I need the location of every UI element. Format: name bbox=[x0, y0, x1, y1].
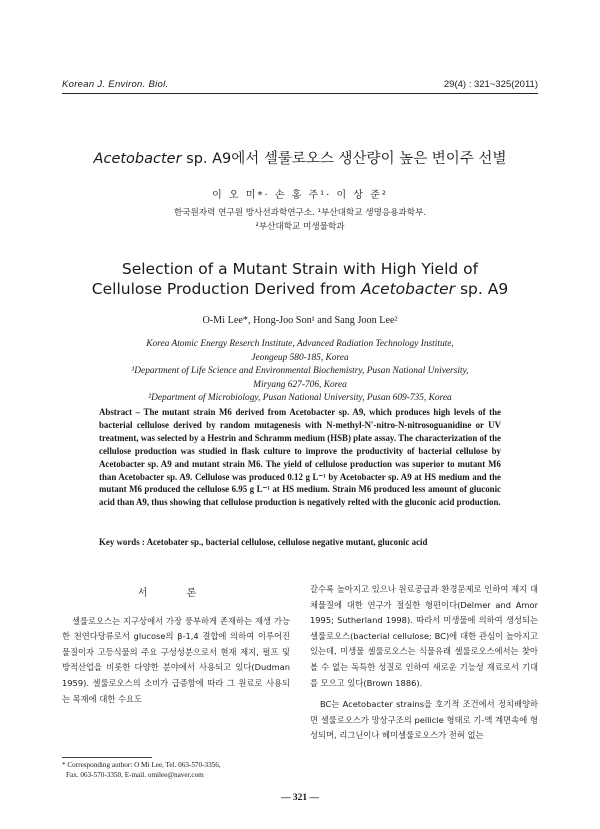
footnote-line-1: * Corresponding author: O Mi Lee, Tel. 063-570-3356, bbox=[62, 761, 221, 769]
volume-info: 29(4) : 321~325(2011) bbox=[443, 79, 538, 90]
footnote-line-2: Fax. 063-570-3350, E-mail. omilee@naver.com bbox=[66, 771, 204, 779]
abstract: Abstract – The mutant strain M6 derived from Acetobacter sp. A9, which produces high levels of the bacterial cellulose derived by random mutagenesis with N-methyl-N′-nitro-N-nitrosoguanidine or UV treatment, was selected by a Hestrin and Schramm medium (HSB) plate assay. The characterization of the cellulose production was studied in flask culture to improve the productivity of bacterial cellulose by Acetobacter sp. A9 and mutant strain M6. The yield of cellulose production was superior to mutant M6 than Acetobacter sp. A9. Cellulose was produced 0.12 g L⁻¹ by Acetobacter sp. A9 at HS medium and the mutant M6 produced the cellulose 6.95 g L⁻¹ at HS medium. Strain M6 produced less amount of gluconic acid than A9, thus showing that cellulose production is negatively relted with the gluconic acid production. bbox=[99, 407, 501, 508]
korean-title-genus: Acetobacter bbox=[93, 151, 182, 167]
running-header bbox=[62, 79, 538, 94]
korean-affiliation-1: 한국원자력 연구원 방사선과학연구소. ¹부산대학교 생명응용과학부. bbox=[173, 208, 427, 218]
section-title-introduction: 서 론 bbox=[137, 588, 215, 599]
korean-affiliations bbox=[62, 206, 538, 234]
english-affiliation-2a: ¹Department of Life Science and Environmental Biochemistry, Pusan National University, bbox=[131, 366, 469, 377]
footnote bbox=[62, 760, 221, 780]
left-column bbox=[62, 582, 290, 707]
body-paragraph: 갈수록 높아지고 있으나 원료공급과 환경문제로 인하여 제지 대체물질에 대한 연구가 절실한 형편이다(Delmer and Amor 1995; Sutherland 1998). 따라서 미생물에 의하여 생성되는 셀룰로오스(bacterial cellulose; BC)에 대한 관심이 높아지고 있는데, 미생물 셀룰로오스는 식물유래 셀룰로오스에서는 찾아볼 수 없는 독특한 성질로 인하여 새로운 기능성 재료로서 기대를 모으고 있다(Brown 1886). bbox=[310, 584, 538, 688]
keywords: Key words : Acetobater sp., bacterial cellulose, cellulose negative mutant, gluconic acid bbox=[99, 537, 428, 547]
english-title-part: Cellulose Production Derived from bbox=[91, 280, 361, 298]
english-affiliation-2b: Miryang 627-706, Korea bbox=[253, 379, 347, 390]
english-affiliation-1b: Jeongeup 580-185, Korea bbox=[251, 352, 349, 363]
english-affiliation-1a: Korea Atomic Energy Reserch Institute, Advanced Radiation Technology Institute, bbox=[146, 339, 454, 349]
english-title-line2 bbox=[62, 279, 538, 299]
korean-authors: 이 오 미*· 손 홍 주¹· 이 상 준² bbox=[212, 190, 388, 201]
english-authors: O-Mi Lee*, Hong-Joo Son¹ and Sang Joon Lee² bbox=[202, 315, 398, 326]
english-affiliation-3: ²Department of Microbiology, Pusan National University, Pusan 609-735, Korea bbox=[148, 393, 452, 404]
english-title-line1: Selection of a Mutant Strain with High Yield of bbox=[121, 260, 479, 278]
english-affiliations bbox=[62, 338, 538, 406]
footnote-rule bbox=[62, 757, 152, 758]
english-title-end: sp. A9 bbox=[455, 280, 509, 298]
right-column bbox=[310, 582, 538, 744]
english-title bbox=[62, 259, 538, 299]
korean-title-rest: sp. A9에서 셀룰로오스 생산량이 높은 변이주 선별 bbox=[181, 151, 507, 167]
english-title-genus: Acetobacter bbox=[360, 280, 456, 298]
journal-name: Korean J. Environ. Biol. bbox=[62, 79, 169, 90]
body-paragraph: BC는 Acetobacter strains을 호기적 조건에서 정치배양하면 셀룰로오스가 망상구조의 pellicle 형태로 기-액 계면속에 형성되며, 리그닌이나 헤미셀룰로오스가 전혀 없는 bbox=[310, 699, 538, 741]
korean-title bbox=[62, 147, 538, 168]
page-number: — 321 — bbox=[281, 793, 319, 803]
korean-affiliation-2: ²부산대학교 미생물학과 bbox=[255, 222, 345, 232]
body-paragraph: 셀룰로오스는 지구상에서 가장 풍부하게 존재하는 재생 가능한 천연다당류로서 glucose의 β-1,4 결합에 의하여 이루어진 물질이자 고등식물의 주요 구성성분으로서 현재 제지, 펄프 및 방적산업을 비롯한 다양한 분야에서 사용되고 있다(Dudman 1959). 셀룰로오스의 소비가 급증함에 따라 그 원료로 사용되는 목재에 대한 수요도 bbox=[62, 615, 290, 704]
